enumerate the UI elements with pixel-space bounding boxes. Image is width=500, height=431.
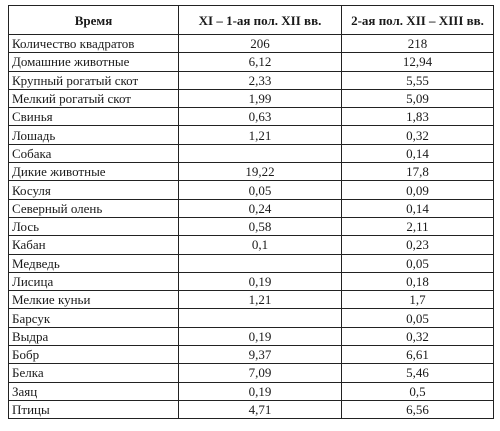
header-row	[9, 6, 494, 35]
cell-late-period: 218	[342, 35, 494, 53]
table-row	[9, 163, 494, 181]
row-label: Домашние животные	[9, 53, 179, 71]
table-row	[9, 53, 494, 71]
row-label: Лось	[9, 217, 179, 235]
cell-early-period	[179, 254, 342, 272]
table-row	[9, 35, 494, 53]
column-header-late: 2-ая пол. XII – XIII вв.	[342, 6, 494, 35]
cell-early-period: 6,12	[179, 53, 342, 71]
cell-early-period: 0,19	[179, 382, 342, 400]
cell-early-period: 0,63	[179, 108, 342, 126]
row-label: Мелкий рогатый скот	[9, 89, 179, 107]
cell-late-period: 5,55	[342, 71, 494, 89]
cell-late-period: 0,32	[342, 327, 494, 345]
table-row	[9, 327, 494, 345]
table-row	[9, 181, 494, 199]
table-row	[9, 199, 494, 217]
table-row	[9, 309, 494, 327]
row-label: Заяц	[9, 382, 179, 400]
cell-early-period	[179, 309, 342, 327]
cell-late-period: 1,83	[342, 108, 494, 126]
cell-late-period: 0,05	[342, 309, 494, 327]
table-row	[9, 144, 494, 162]
row-label: Белка	[9, 364, 179, 382]
cell-early-period: 206	[179, 35, 342, 53]
cell-early-period: 0,19	[179, 272, 342, 290]
cell-late-period: 1,7	[342, 291, 494, 309]
table-row	[9, 400, 494, 418]
data-table	[8, 5, 494, 419]
row-label: Крупный рогатый скот	[9, 71, 179, 89]
table-body	[9, 35, 494, 419]
cell-early-period: 1,99	[179, 89, 342, 107]
cell-late-period: 6,56	[342, 400, 494, 418]
row-label: Бобр	[9, 346, 179, 364]
cell-early-period: 19,22	[179, 163, 342, 181]
cell-early-period	[179, 144, 342, 162]
cell-late-period: 0,09	[342, 181, 494, 199]
row-label: Выдра	[9, 327, 179, 345]
cell-late-period: 0,14	[342, 199, 494, 217]
cell-late-period: 5,46	[342, 364, 494, 382]
cell-late-period: 0,14	[342, 144, 494, 162]
cell-early-period: 1,21	[179, 126, 342, 144]
cell-early-period: 0,24	[179, 199, 342, 217]
table-row	[9, 382, 494, 400]
table-row	[9, 364, 494, 382]
table-row	[9, 126, 494, 144]
cell-early-period: 0,1	[179, 236, 342, 254]
cell-late-period: 5,09	[342, 89, 494, 107]
column-header-period: Время	[9, 6, 179, 35]
table-row	[9, 89, 494, 107]
row-label: Северный олень	[9, 199, 179, 217]
row-label: Птицы	[9, 400, 179, 418]
table-row	[9, 217, 494, 235]
cell-early-period: 1,21	[179, 291, 342, 309]
table-row	[9, 291, 494, 309]
row-label: Дикие животные	[9, 163, 179, 181]
cell-late-period: 6,61	[342, 346, 494, 364]
row-label: Мелкие куньи	[9, 291, 179, 309]
cell-early-period: 4,71	[179, 400, 342, 418]
row-label: Лошадь	[9, 126, 179, 144]
row-label: Косуля	[9, 181, 179, 199]
table-row	[9, 108, 494, 126]
table-row	[9, 236, 494, 254]
cell-late-period: 0,32	[342, 126, 494, 144]
row-label: Количество квадратов	[9, 35, 179, 53]
cell-early-period: 9,37	[179, 346, 342, 364]
table-row	[9, 272, 494, 290]
row-label: Барсук	[9, 309, 179, 327]
table-row	[9, 71, 494, 89]
row-label: Медведь	[9, 254, 179, 272]
cell-late-period: 0,18	[342, 272, 494, 290]
cell-early-period: 2,33	[179, 71, 342, 89]
table-row	[9, 346, 494, 364]
row-label: Свинья	[9, 108, 179, 126]
row-label: Собака	[9, 144, 179, 162]
table-row	[9, 254, 494, 272]
cell-late-period: 0,23	[342, 236, 494, 254]
cell-late-period: 0,05	[342, 254, 494, 272]
cell-late-period: 2,11	[342, 217, 494, 235]
cell-early-period: 0,58	[179, 217, 342, 235]
cell-late-period: 0,5	[342, 382, 494, 400]
cell-early-period: 7,09	[179, 364, 342, 382]
row-label: Лисица	[9, 272, 179, 290]
cell-late-period: 17,8	[342, 163, 494, 181]
cell-early-period: 0,05	[179, 181, 342, 199]
cell-early-period: 0,19	[179, 327, 342, 345]
column-header-early: XI – 1-ая пол. XII вв.	[179, 6, 342, 35]
row-label: Кабан	[9, 236, 179, 254]
cell-late-period: 12,94	[342, 53, 494, 71]
